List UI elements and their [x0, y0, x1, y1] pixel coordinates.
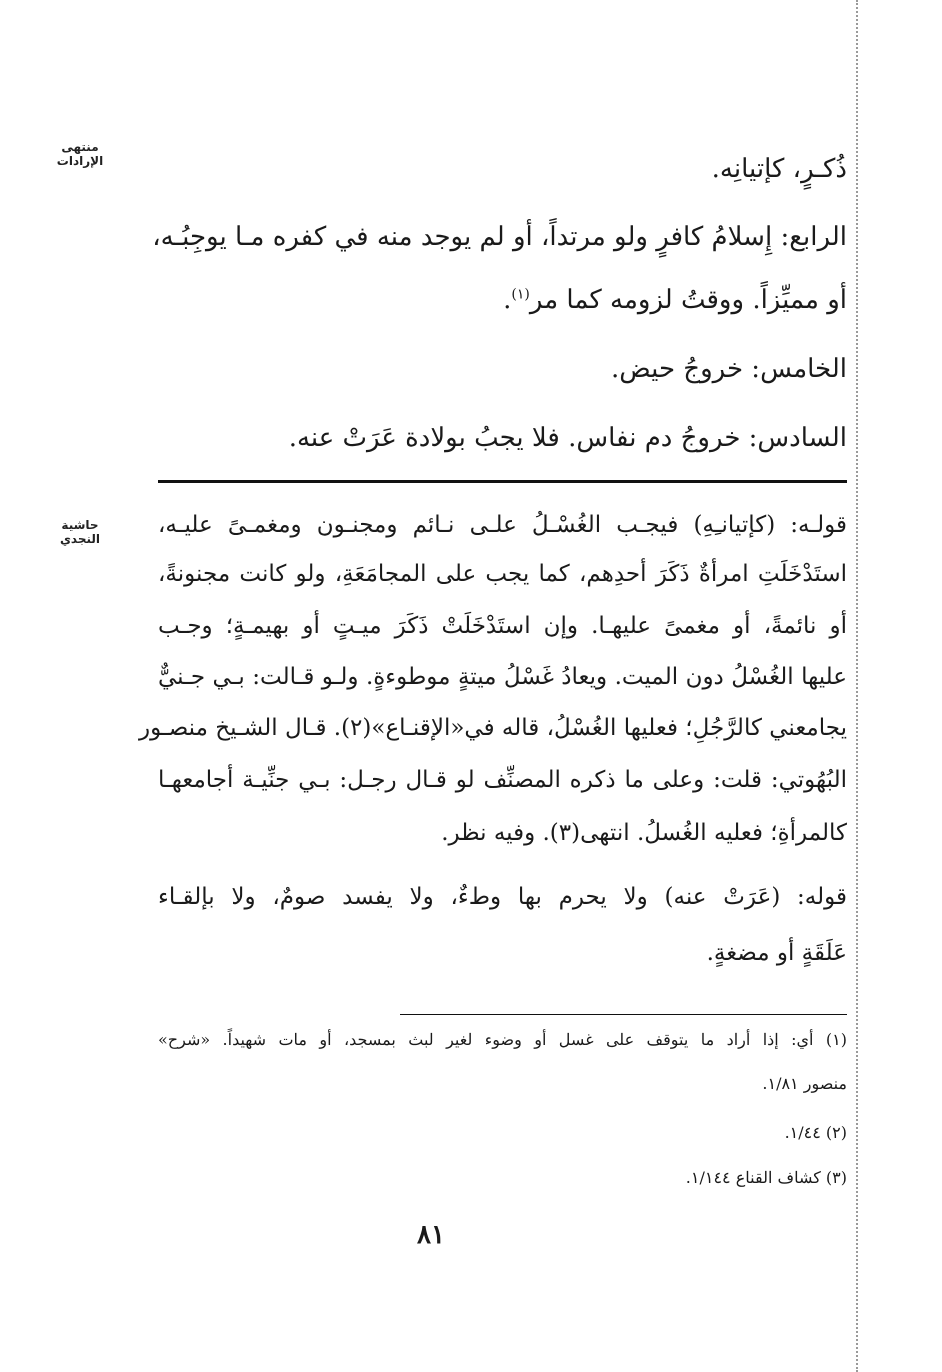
- footnote-divider: [400, 1014, 847, 1015]
- hashiya-para2-line-1: قوله: (عَرَتْ عنه) ولا يحرم بها وطءٌ، ولا يفسد صومٌ، ولا بإلقـاء: [158, 884, 847, 910]
- page-number: ٨١: [417, 1220, 445, 1250]
- hashiya-line-3: أو نائمةً، أو مغمىً عليهـا. وإن استَدْخَلَتْ ذَكَرَ ميـتٍ أو بهيمـةٍ؛ وجـب: [158, 613, 847, 639]
- hashiya-line-1: قولـه: (كإتيانـِهِ) فيجـب الغُسْـلُ علـى نـائم ومجنـون ومغمـىً عليـه،: [158, 512, 847, 538]
- main-line-4: الخامس: خروجُ حيض.: [610, 354, 847, 384]
- main-line-5: السادس: خروجُ دم نفاس. فلا يجبُ بولادة عَرَتْ عنه.: [288, 423, 847, 453]
- footnote-3: (٣) كشاف القناع ١/١٤٤.: [685, 1168, 847, 1187]
- hashiya-line-6: البُهُوتي: قلت: وعلى ما ذكره المصنِّف لو قـال رجـل: بـي جنِّيـة أجامعهـا: [158, 767, 847, 793]
- section-divider: [158, 480, 847, 483]
- hashiya-line-5: يجامعني كالرَّجُلِ؛ فعليها الغُسْلُ، قاله في«الإقنـاع»(٢). قـال الشـيخ منصـور: [139, 715, 847, 741]
- main-line-1: ذُكـرٍ، كإتيانِه.: [711, 154, 847, 184]
- main-line-3-text: أو مميِّزاً. ووقتُ لزومه كما مر: [529, 285, 847, 315]
- hashiya-para2-line-2: عَلَقَةٍ أو مضغةٍ.: [706, 940, 847, 966]
- hashiya-line-4: عليها الغُسْلُ دون الميت. ويعادُ غَسْلُ ميتةٍ موطوءةٍ. ولـو قـالت: بـي جـنيٌّ: [158, 664, 847, 690]
- hashiya-line-2: استَدْخَلَتِ امرأةٌ ذَكَرَ أحدِهم، كما يجب على المجامَعَةِ، ولو كانت مجنونةً،: [158, 561, 847, 587]
- footnote-2: (٢) ١/٤٤.: [784, 1123, 847, 1142]
- footnote-ref-1: (١): [511, 286, 530, 303]
- main-line-3: أو مميِّزاً. ووقتُ لزومه كما مر$^{(١)}$.: [503, 285, 847, 315]
- hashiya-line-7: كالمرأةِ؛ فعليه الغُسلُ. انتهى(٣). وفيه نظر.: [441, 820, 847, 846]
- main-line-2: الرابع: إِسلامُ كافرٍ ولو مرتداً، أو لم يوجد منه في كفره مـا يوجِبُـه،: [152, 222, 847, 252]
- page-edge-dots: [856, 0, 858, 1372]
- footnote-1-continued: منصور ١/٨١.: [762, 1074, 847, 1093]
- side-label-book-title: منتهى الإرادات: [56, 140, 104, 168]
- footnote-1: (١) أي: إذا أراد ما يتوقف على غسل أو وضوء لغير لبث بمسجد، أو مات شهيداً. «شرح»: [158, 1030, 847, 1049]
- side-label-hashiya: حاشية النجدي: [59, 518, 101, 546]
